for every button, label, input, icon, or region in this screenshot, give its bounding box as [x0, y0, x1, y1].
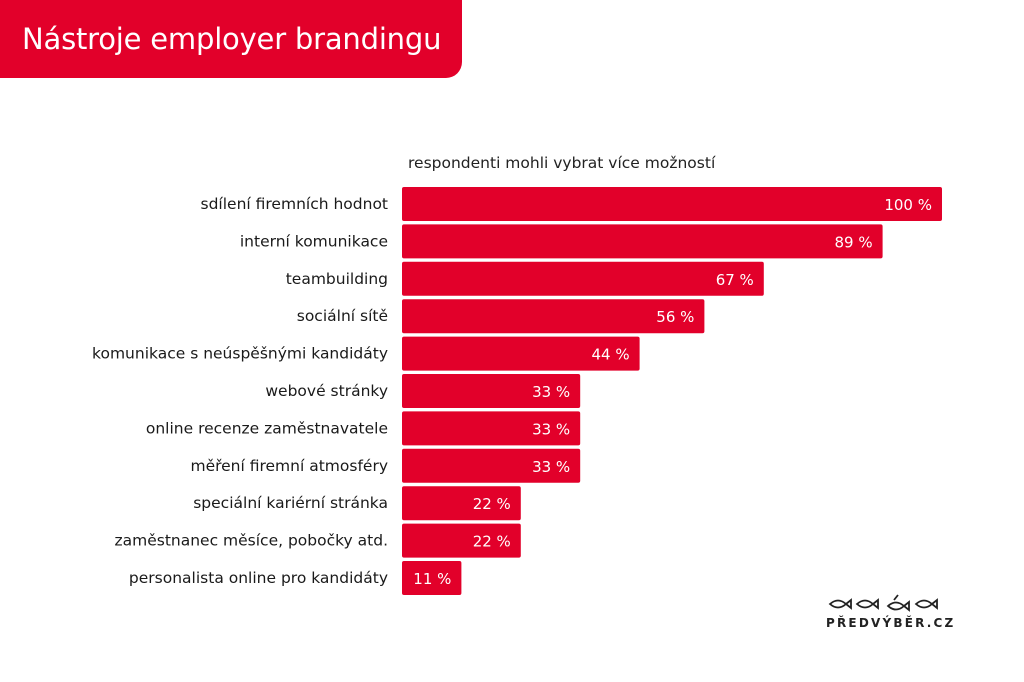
bar — [402, 187, 942, 221]
category-label: speciální kariérní stránka — [193, 494, 388, 513]
category-label: webové stránky — [265, 382, 388, 400]
value-label: 33 % — [532, 420, 571, 439]
bar — [402, 262, 764, 296]
value-label: 11 % — [413, 570, 452, 588]
value-label: 44 % — [591, 345, 630, 364]
value-label: 22 % — [472, 532, 511, 551]
category-label: komunikace s neúspěšnými kandidáty — [92, 344, 388, 363]
value-label: 67 % — [715, 270, 754, 289]
category-label: zaměstnanec měsíce, pobočky atd. — [114, 531, 388, 550]
category-label: teambuilding — [285, 269, 388, 288]
fish-logo-icon — [826, 594, 946, 614]
category-label: sdílení firemních hodnot — [200, 195, 388, 213]
value-label: 33 % — [532, 383, 571, 401]
category-label: personalista online pro kandidáty — [128, 569, 388, 587]
brand-logo — [826, 594, 956, 634]
category-label: sociální sítě — [296, 307, 388, 326]
value-label: 56 % — [656, 308, 695, 327]
category-label: měření firemní atmosféry — [190, 456, 388, 475]
value-label: 89 % — [834, 233, 873, 252]
value-label: 33 % — [532, 457, 571, 476]
chart-subtitle: respondenti mohli vybrat více možností — [408, 154, 716, 172]
category-label: interní komunikace — [239, 232, 388, 251]
category-label: online recenze zaměstnavatele — [145, 419, 388, 438]
value-label: 22 % — [472, 495, 511, 514]
page-title: Nástroje employer brandingu — [22, 22, 442, 56]
logo-text: PŘEDVÝBĚR.CZ — [826, 616, 956, 630]
bar — [402, 224, 883, 258]
value-label: 100 % — [884, 196, 932, 214]
